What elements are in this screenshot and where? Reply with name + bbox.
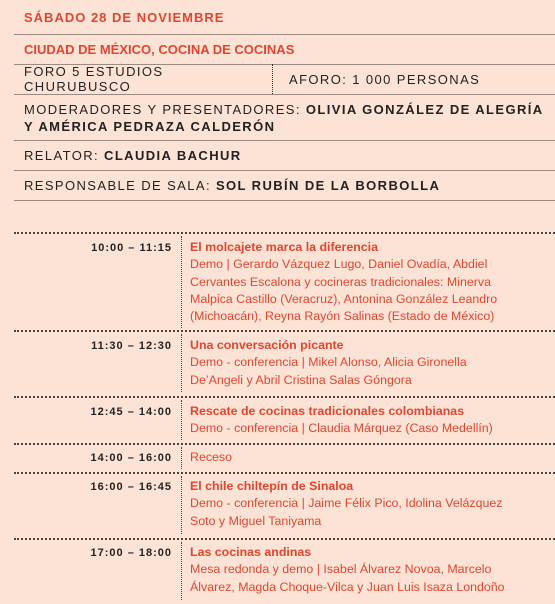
session-block — [190, 478, 550, 530]
reporter-label: RELATOR: — [24, 147, 100, 163]
session-block — [190, 239, 550, 325]
session-line: Malpica Castillo (Veracruz), Antonina González Leandro — [190, 291, 498, 306]
session-time: 16:00 – 16:45 — [90, 481, 172, 493]
moderators-name-2: Y AMÉRICA PEDRAZA CALDERÓN — [24, 119, 276, 134]
session-time: 11:30 – 12:30 — [91, 340, 172, 352]
room-label: RESPONSABLE DE SALA: — [24, 177, 211, 193]
venue-capacity: AFORO: 1 000 PERSONAS — [289, 71, 481, 87]
column-separator — [181, 476, 182, 534]
reporter-name: CLAUDIA BACHUR — [104, 147, 242, 163]
session-line: (Michoacán), Reyna Rayón Salinas (Estado de México) — [190, 309, 495, 324]
city-row — [14, 34, 555, 65]
session-time: 17:00 – 18:00 — [90, 547, 172, 559]
schedule-divider — [14, 472, 555, 474]
moderators-name-1: OLIVIA GONZÁLEZ DE ALEGRÍA — [305, 102, 544, 117]
session-line: Soto y Miguel Taniyama — [190, 513, 322, 528]
session-line: Demo - conferencia | Claudia Márquez (Caso Medellín) — [190, 421, 493, 436]
session-block — [190, 449, 550, 466]
reporter-block — [14, 148, 242, 163]
schedule-divider — [14, 232, 555, 234]
moderators-row — [14, 94, 555, 141]
session-title: El chile chiltepín de Sinaloa — [190, 479, 354, 493]
session-time: 10:00 – 11:15 — [91, 242, 172, 254]
session-title: Las cocinas andinas — [190, 545, 312, 559]
venue-name: FORO 5 ESTUDIOS CHURUBUSCO — [14, 64, 273, 94]
room-block — [14, 178, 440, 193]
session-line: Álvarez, Magda Choque-Vilca y Juan Luis Isaza Londoño — [190, 579, 505, 594]
room-row — [14, 170, 555, 201]
room-name: SOL RUBÍN DE LA BORBOLLA — [215, 177, 441, 193]
session-title: Una conversación picante — [190, 338, 344, 352]
event-date: SÁBADO 28 DE NOVIEMBRE — [24, 9, 225, 25]
session-block — [190, 337, 550, 389]
session-line: Demo - conferencia | Jaime Félix Pico, Idolina Velázquez — [190, 496, 503, 511]
column-separator — [181, 447, 182, 469]
event-city: CIUDAD DE MÉXICO, COCINA DE COCINAS — [24, 41, 295, 57]
moderators-label: MODERADORES Y PRESENTADORES: — [24, 102, 301, 117]
session-line: De’Angeli y Abril Cristina Salas Góngora — [190, 372, 412, 387]
schedule-divider — [14, 330, 555, 332]
session-line: Demo - conferencia | Mikel Alonso, Alicia Gironella — [190, 355, 467, 370]
session-title: Rescate de cocinas tradicionales colombianas — [190, 404, 465, 418]
column-separator — [181, 400, 182, 440]
session-line: Receso — [190, 450, 233, 464]
column-separator — [181, 236, 182, 328]
session-time: 12:45 – 14:00 — [90, 406, 172, 418]
venue-row — [14, 64, 555, 95]
session-block — [190, 403, 550, 438]
date-row — [14, 0, 555, 35]
column-separator — [181, 542, 182, 600]
column-separator — [181, 334, 182, 392]
reporter-row — [14, 140, 555, 171]
session-line: Demo | Gerardo Vázquez Lugo, Daniel Ovadía, Abdiel — [190, 257, 488, 272]
schedule-divider — [14, 396, 555, 398]
session-line: Cervantes Escalona y cocineras tradicionales: Minerva — [190, 274, 491, 289]
schedule-divider — [14, 538, 555, 540]
session-title: El molcajete marca la diferencia — [190, 240, 379, 254]
session-time: 14:00 – 16:00 — [90, 452, 172, 464]
moderators-block — [14, 94, 544, 135]
session-block — [190, 544, 550, 596]
session-line: Mesa redonda y demo | Isabel Álvarez Novoa, Marcelo — [190, 562, 492, 577]
schedule-divider — [14, 443, 555, 445]
